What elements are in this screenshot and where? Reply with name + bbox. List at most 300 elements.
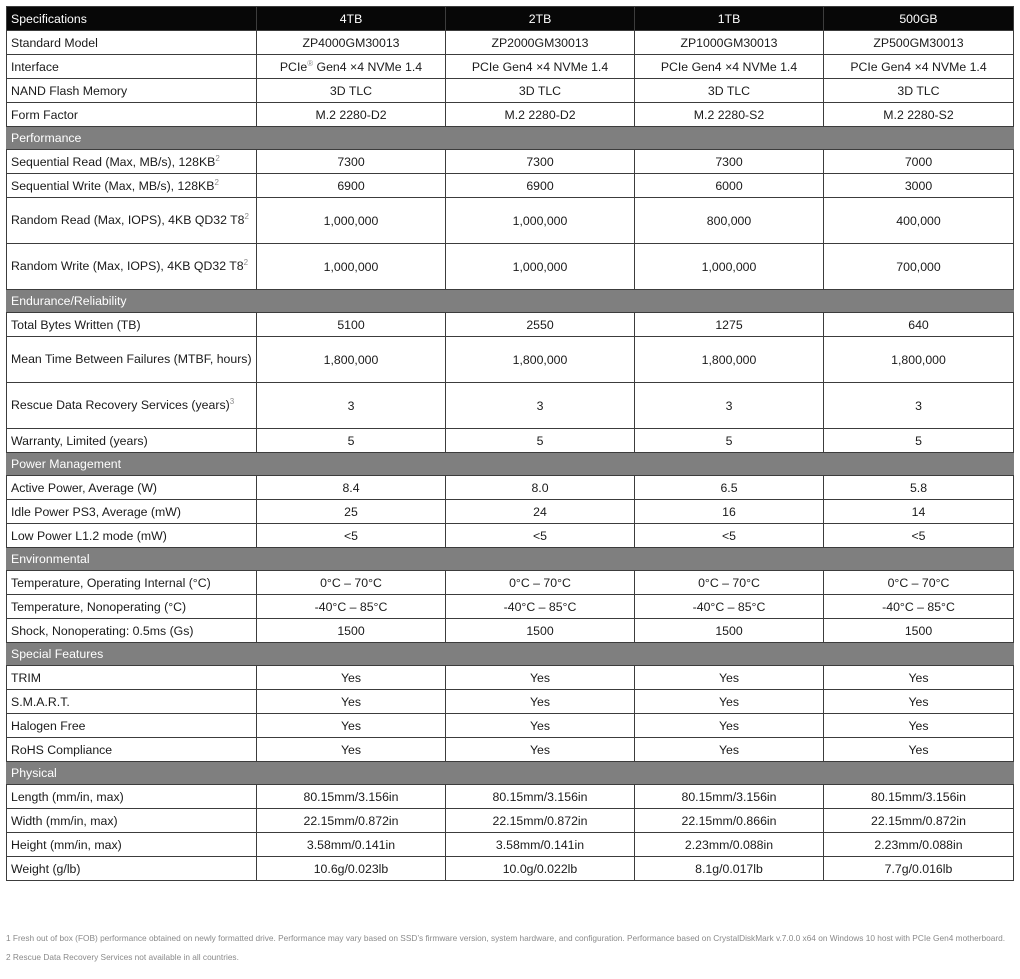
row-label: Sequential Read (Max, MB/s), 128KB xyxy=(11,154,216,169)
row-label-cell xyxy=(7,571,257,595)
value-cell xyxy=(257,55,446,79)
table-row xyxy=(7,313,1014,337)
section-title: Endurance/Reliability xyxy=(7,290,1014,313)
section-header-row xyxy=(7,453,1014,476)
cell-value: 6.5 xyxy=(720,480,738,495)
cell-value: Yes xyxy=(529,718,551,733)
cell-value: 3D TLC xyxy=(329,83,373,98)
footnote-marker: 3 xyxy=(229,396,235,406)
cell-value: 10.6g/0.023lb xyxy=(313,861,389,876)
value-cell xyxy=(635,476,824,500)
table-row xyxy=(7,785,1014,809)
value-cell xyxy=(824,313,1014,337)
cell-value: 2.23mm/0.088in xyxy=(874,837,963,852)
value-cell xyxy=(446,55,635,79)
value-cell xyxy=(257,524,446,548)
value-cell xyxy=(446,500,635,524)
row-label: TRIM xyxy=(11,670,42,685)
footnote-2: 2 Rescue Data Recovery Services not available in all countries. xyxy=(6,952,239,962)
cell-value: -40°C – 85°C xyxy=(503,599,577,614)
value-cell xyxy=(824,571,1014,595)
row-label: Shock, Nonoperating: 0.5ms (Gs) xyxy=(11,623,194,638)
row-label: S.M.A.R.T. xyxy=(11,694,70,709)
header-4tb: 4TB xyxy=(257,7,446,31)
row-label-cell xyxy=(7,500,257,524)
value-cell xyxy=(257,244,446,290)
row-label-cell xyxy=(7,690,257,714)
value-cell xyxy=(824,833,1014,857)
cell-value: 22.15mm/0.872in xyxy=(492,813,588,828)
table-row xyxy=(7,857,1014,881)
table-row xyxy=(7,337,1014,383)
value-cell xyxy=(635,150,824,174)
cell-value: PCIe xyxy=(279,59,308,74)
value-cell xyxy=(824,150,1014,174)
table-row xyxy=(7,619,1014,643)
value-cell xyxy=(635,337,824,383)
cell-value: Yes xyxy=(340,718,362,733)
table-row xyxy=(7,595,1014,619)
table-row xyxy=(7,79,1014,103)
row-label-cell xyxy=(7,809,257,833)
value-cell xyxy=(635,524,824,548)
value-cell xyxy=(635,313,824,337)
header-specifications: Specifications xyxy=(7,7,257,31)
row-label-cell xyxy=(7,337,257,383)
value-cell xyxy=(824,244,1014,290)
value-cell xyxy=(635,714,824,738)
value-cell xyxy=(257,595,446,619)
value-cell xyxy=(635,809,824,833)
row-label-cell xyxy=(7,174,257,198)
value-cell xyxy=(257,79,446,103)
value-cell xyxy=(257,198,446,244)
section-header-row xyxy=(7,762,1014,785)
value-cell xyxy=(635,383,824,429)
value-cell xyxy=(257,313,446,337)
value-cell xyxy=(446,690,635,714)
row-label-cell xyxy=(7,738,257,762)
cell-value: 7300 xyxy=(715,154,743,169)
value-cell xyxy=(446,571,635,595)
value-cell xyxy=(824,476,1014,500)
cell-value: Yes xyxy=(908,718,929,733)
footnote-marker: 2 xyxy=(243,257,249,267)
table-row xyxy=(7,714,1014,738)
row-label-cell xyxy=(7,476,257,500)
row-label-cell xyxy=(7,429,257,453)
section-header-row xyxy=(7,127,1014,150)
row-label-cell xyxy=(7,383,257,429)
value-cell xyxy=(635,429,824,453)
table-row xyxy=(7,150,1014,174)
row-label: Random Read (Max, IOPS), 4KB QD32 T8 xyxy=(11,213,245,227)
value-cell xyxy=(635,244,824,290)
cell-value: 16 xyxy=(722,504,736,519)
cell-value: Yes xyxy=(529,670,551,685)
section-header-row xyxy=(7,548,1014,571)
value-cell xyxy=(446,619,635,643)
cell-value: PCIe Gen4 ×4 NVMe 1.4 xyxy=(660,59,798,74)
footnote-marker: 2 xyxy=(215,153,220,163)
row-label-cell xyxy=(7,666,257,690)
cell-value: ZP500GM30013 xyxy=(873,35,964,50)
value-cell xyxy=(446,244,635,290)
cell-value: 7300 xyxy=(337,154,365,169)
row-label: NAND Flash Memory xyxy=(11,83,128,98)
cell-value: 80.15mm/3.156in xyxy=(492,789,588,804)
value-cell xyxy=(446,103,635,127)
row-label-cell xyxy=(7,150,257,174)
cell-value: ZP2000GM30013 xyxy=(491,35,589,50)
cell-value: 5.8 xyxy=(909,480,928,495)
cell-value: 3 xyxy=(347,398,355,413)
cell-value: 22.15mm/0.872in xyxy=(870,813,967,828)
cell-value: 1,000,000 xyxy=(323,213,379,228)
value-cell xyxy=(635,785,824,809)
value-cell xyxy=(257,809,446,833)
cell-value: 1500 xyxy=(715,623,743,638)
cell-value: 80.15mm/3.156in xyxy=(870,789,967,804)
row-label: Total Bytes Written (TB) xyxy=(11,317,141,332)
value-cell xyxy=(824,785,1014,809)
cell-value: Yes xyxy=(908,694,929,709)
value-cell xyxy=(635,103,824,127)
cell-value: Yes xyxy=(718,742,740,757)
value-cell xyxy=(635,571,824,595)
cell-value: PCIe Gen4 ×4 NVMe 1.4 xyxy=(850,59,987,74)
cell-value: -40°C – 85°C xyxy=(314,599,388,614)
row-label: Halogen Free xyxy=(11,718,86,733)
value-cell xyxy=(257,738,446,762)
value-cell xyxy=(635,833,824,857)
cell-value: 400,000 xyxy=(896,213,941,228)
value-cell xyxy=(824,31,1014,55)
value-cell xyxy=(824,103,1014,127)
cell-value: 0°C – 70°C xyxy=(509,575,571,590)
cell-value: Yes xyxy=(529,742,551,757)
table-row xyxy=(7,103,1014,127)
specifications-body xyxy=(7,31,1014,881)
cell-value: 2550 xyxy=(526,317,554,332)
row-label-cell xyxy=(7,595,257,619)
cell-value: 7.7g/0.016lb xyxy=(884,861,953,876)
table-row xyxy=(7,833,1014,857)
cell-value: 5 xyxy=(536,433,544,448)
value-cell xyxy=(824,714,1014,738)
value-cell xyxy=(446,595,635,619)
footnote-marker: 2 xyxy=(244,211,249,221)
value-cell xyxy=(257,785,446,809)
cell-value: 0°C – 70°C xyxy=(887,575,950,590)
cell-value: 1,000,000 xyxy=(323,259,379,274)
cell-value: 1,800,000 xyxy=(891,352,946,367)
table-header-row xyxy=(7,7,1014,31)
value-cell xyxy=(446,833,635,857)
value-cell xyxy=(446,476,635,500)
value-cell xyxy=(635,595,824,619)
cell-value: 8.4 xyxy=(342,480,360,495)
section-title: Special Features xyxy=(7,643,1014,666)
value-cell xyxy=(446,337,635,383)
cell-value: M.2 2280-D2 xyxy=(315,107,387,122)
cell-value: -40°C – 85°C xyxy=(882,599,955,614)
value-cell xyxy=(446,857,635,881)
value-cell xyxy=(446,31,635,55)
footnote-1: 1 Fresh out of box (FOB) performance obtained on newly formatted drive. Performance may vary based on SSD’s firmware version, system hardware, and configuration. Performance based on CrystalDiskMark v.7.0.0 x64 on Windows 10 host with PCIe Gen4 motherboard. xyxy=(6,933,1006,943)
value-cell xyxy=(635,31,824,55)
row-label: RoHS Compliance xyxy=(11,742,113,757)
cell-value: 1500 xyxy=(526,623,554,638)
value-cell xyxy=(446,383,635,429)
row-label: Temperature, Nonoperating (°C) xyxy=(11,599,187,614)
value-cell xyxy=(635,690,824,714)
cell-value: 0°C – 70°C xyxy=(698,575,760,590)
value-cell xyxy=(824,524,1014,548)
row-label: Rescue Data Recovery Services (years) xyxy=(11,398,230,412)
cell-value: 5 xyxy=(347,433,355,448)
cell-value: 8.1g/0.017lb xyxy=(695,861,763,876)
table-row xyxy=(7,524,1014,548)
row-label-cell xyxy=(7,31,257,55)
cell-value: 80.15mm/3.156in xyxy=(681,789,777,804)
cell-value: Yes xyxy=(718,694,740,709)
row-label-cell xyxy=(7,198,257,244)
cell-value: Yes xyxy=(908,670,929,685)
row-label-cell xyxy=(7,103,257,127)
row-label: Height (mm/in, max) xyxy=(11,837,122,852)
value-cell xyxy=(824,857,1014,881)
value-cell xyxy=(257,857,446,881)
cell-value: 3000 xyxy=(904,178,933,193)
cell-value: Yes xyxy=(529,694,551,709)
value-cell xyxy=(635,174,824,198)
value-cell xyxy=(824,174,1014,198)
cell-value: 5100 xyxy=(337,317,365,332)
value-cell xyxy=(257,833,446,857)
cell-value: 7000 xyxy=(904,154,933,169)
table-row xyxy=(7,429,1014,453)
table-row xyxy=(7,500,1014,524)
cell-value: <5 xyxy=(911,528,926,543)
cell-value: 14 xyxy=(911,504,926,519)
cell-value: 3.58mm/0.141in xyxy=(495,837,585,852)
value-cell xyxy=(824,383,1014,429)
value-cell xyxy=(446,809,635,833)
section-header-row xyxy=(7,290,1014,313)
cell-value: 5 xyxy=(915,433,922,448)
value-cell xyxy=(446,738,635,762)
cell-value: 640 xyxy=(908,317,929,332)
specifications-table xyxy=(6,6,1014,881)
value-cell xyxy=(824,198,1014,244)
row-label-cell xyxy=(7,244,257,290)
value-cell xyxy=(446,79,635,103)
cell-value: 1,000,000 xyxy=(701,259,757,274)
cell-value: Yes xyxy=(718,718,740,733)
value-cell xyxy=(824,429,1014,453)
cell-value: 1,000,000 xyxy=(512,213,568,228)
header-2tb: 2TB xyxy=(446,7,635,31)
cell-value: 3 xyxy=(725,398,733,413)
value-cell xyxy=(824,690,1014,714)
value-cell xyxy=(824,666,1014,690)
value-cell xyxy=(635,619,824,643)
cell-value: 22.15mm/0.872in xyxy=(303,813,399,828)
cell-value: 3D TLC xyxy=(707,83,751,98)
value-cell xyxy=(257,174,446,198)
section-title: Performance xyxy=(7,127,1014,150)
value-cell xyxy=(446,150,635,174)
cell-value: 1,800,000 xyxy=(701,352,757,367)
table-row xyxy=(7,571,1014,595)
cell-value: 10.0g/0.022lb xyxy=(502,861,578,876)
value-cell xyxy=(446,714,635,738)
value-cell xyxy=(257,337,446,383)
value-cell xyxy=(824,619,1014,643)
section-title: Physical xyxy=(7,762,1014,785)
cell-value: 1500 xyxy=(337,623,365,638)
row-label-cell xyxy=(7,785,257,809)
table-row xyxy=(7,244,1014,290)
value-cell xyxy=(257,714,446,738)
row-label: Standard Model xyxy=(11,35,98,50)
row-label-cell xyxy=(7,313,257,337)
cell-value: Yes xyxy=(718,670,740,685)
cell-value: 3 xyxy=(915,398,922,413)
cell-value: ZP1000GM30013 xyxy=(680,35,778,50)
trademark-mark: ® xyxy=(307,58,314,68)
value-cell xyxy=(446,429,635,453)
cell-value: <5 xyxy=(721,528,737,543)
table-row xyxy=(7,476,1014,500)
row-label-cell xyxy=(7,857,257,881)
section-header-row xyxy=(7,643,1014,666)
table-row xyxy=(7,690,1014,714)
value-cell xyxy=(257,500,446,524)
cell-value: Yes xyxy=(340,742,362,757)
cell-value: 22.15mm/0.866in xyxy=(681,813,777,828)
cell-value: 1,800,000 xyxy=(512,352,568,367)
value-cell xyxy=(635,666,824,690)
header-1tb: 1TB xyxy=(635,7,824,31)
cell-value: <5 xyxy=(532,528,548,543)
value-cell xyxy=(257,476,446,500)
row-label: Width (mm/in, max) xyxy=(11,813,118,828)
cell-value: 25 xyxy=(344,504,358,519)
footnotes xyxy=(6,929,1014,967)
cell-value: 3D TLC xyxy=(518,83,562,98)
footnote-marker: 2 xyxy=(214,177,219,187)
row-label: Warranty, Limited (years) xyxy=(11,433,148,448)
cell-value: 1,800,000 xyxy=(323,352,379,367)
row-label: Form Factor xyxy=(11,107,78,122)
row-label: Interface xyxy=(11,59,59,74)
value-cell xyxy=(635,500,824,524)
cell-value: 3D TLC xyxy=(897,83,940,98)
value-cell xyxy=(257,429,446,453)
section-title: Power Management xyxy=(7,453,1014,476)
cell-value: 7300 xyxy=(526,154,554,169)
cell-value: 1500 xyxy=(904,623,933,638)
value-cell xyxy=(824,79,1014,103)
value-cell xyxy=(824,738,1014,762)
cell-value: 2.23mm/0.088in xyxy=(684,837,774,852)
section-title: Environmental xyxy=(7,548,1014,571)
cell-value: 700,000 xyxy=(896,259,941,274)
cell-value: 3.58mm/0.141in xyxy=(306,837,396,852)
value-cell xyxy=(446,785,635,809)
cell-value: 3 xyxy=(536,398,544,413)
row-label: Random Write (Max, IOPS), 4KB QD32 T8 xyxy=(11,259,244,273)
value-cell xyxy=(446,524,635,548)
row-label: Sequential Write (Max, MB/s), 128KB xyxy=(11,178,215,193)
cell-value: <5 xyxy=(343,528,359,543)
row-label-cell xyxy=(7,524,257,548)
cell-value: Yes xyxy=(340,670,362,685)
value-cell xyxy=(635,55,824,79)
value-cell xyxy=(446,174,635,198)
cell-value: 6900 xyxy=(337,178,365,193)
cell-value: M.2 2280-D2 xyxy=(504,107,576,122)
value-cell xyxy=(824,337,1014,383)
row-label: Weight (g/lb) xyxy=(11,861,81,876)
row-label: Length (mm/in, max) xyxy=(11,789,124,804)
table-row xyxy=(7,383,1014,429)
value-cell xyxy=(446,666,635,690)
cell-value: 24 xyxy=(533,504,547,519)
cell-value: 800,000 xyxy=(706,213,752,228)
value-cell xyxy=(635,857,824,881)
value-cell xyxy=(635,79,824,103)
table-row xyxy=(7,738,1014,762)
value-cell xyxy=(824,809,1014,833)
header-500gb: 500GB xyxy=(824,7,1014,31)
row-label: Low Power L1.2 mode (mW) xyxy=(11,528,167,543)
row-label-cell xyxy=(7,55,257,79)
value-cell xyxy=(446,313,635,337)
value-cell xyxy=(257,31,446,55)
cell-value: 0°C – 70°C xyxy=(320,575,382,590)
table-row xyxy=(7,174,1014,198)
cell-value: Yes xyxy=(908,742,929,757)
cell-value: -40°C – 85°C xyxy=(692,599,766,614)
cell-value: 6900 xyxy=(526,178,554,193)
cell-value: M.2 2280-S2 xyxy=(693,107,765,122)
cell-value: M.2 2280-S2 xyxy=(883,107,954,122)
cell-value: PCIe Gen4 ×4 NVMe 1.4 xyxy=(471,59,609,74)
cell-value: ZP4000GM30013 xyxy=(302,35,400,50)
row-label-cell xyxy=(7,619,257,643)
cell-value: 1275 xyxy=(715,317,743,332)
row-label-cell xyxy=(7,79,257,103)
value-cell xyxy=(824,500,1014,524)
table-row xyxy=(7,809,1014,833)
table-row xyxy=(7,198,1014,244)
value-cell xyxy=(446,198,635,244)
value-cell xyxy=(257,619,446,643)
value-cell xyxy=(257,571,446,595)
cell-value: 8.0 xyxy=(531,480,549,495)
row-label: Mean Time Between Failures (MTBF, hours) xyxy=(11,352,252,366)
value-cell xyxy=(257,666,446,690)
cell-value: 80.15mm/3.156in xyxy=(303,789,399,804)
cell-value-suffix: Gen4 ×4 NVMe 1.4 xyxy=(313,59,423,74)
table-row xyxy=(7,666,1014,690)
cell-value: 1,000,000 xyxy=(512,259,568,274)
value-cell xyxy=(635,198,824,244)
value-cell xyxy=(257,690,446,714)
